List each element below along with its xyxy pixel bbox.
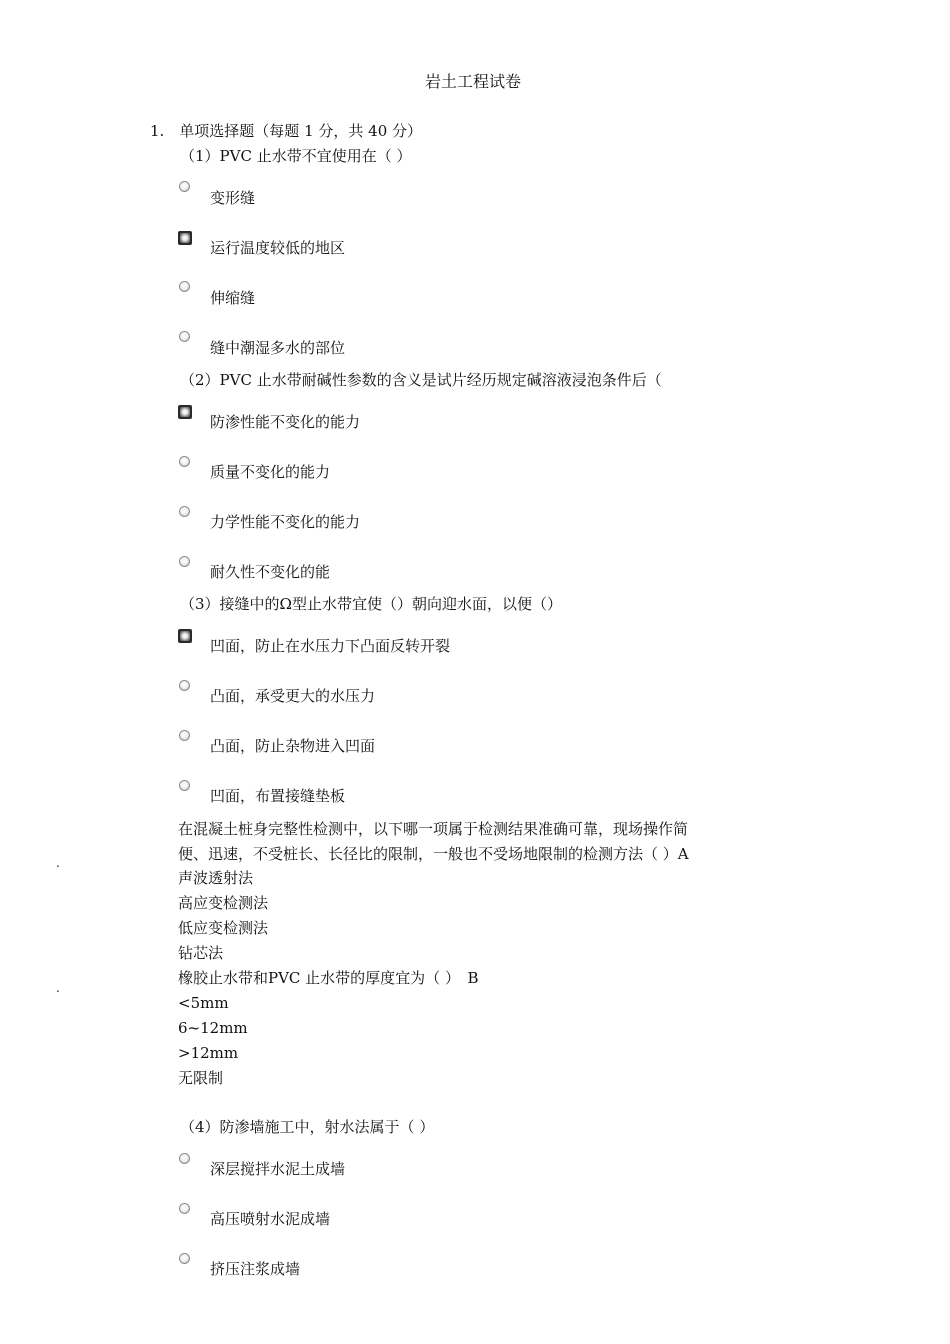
q2-option-3-radio[interactable]: [179, 506, 190, 517]
q1-option-1-radio[interactable]: [179, 181, 190, 192]
q3-option-1-radio[interactable]: [178, 629, 192, 643]
q4-option-1-label: 深层搅拌水泥土成墙: [210, 1160, 346, 1178]
extra-question-1-stem-line1: 在混凝土桩身完整性检测中，以下哪一项属于检测结果准确可靠，现场操作简: [178, 820, 689, 838]
extra2-option-3: >12mm: [178, 1044, 239, 1062]
margin-dot: .: [56, 856, 60, 870]
q1-option-3-label: 伸缩缝: [210, 289, 256, 307]
q1-option-4-label: 缝中潮湿多水的部位: [210, 339, 346, 357]
q1-option-4-radio[interactable]: [179, 331, 190, 342]
q2-option-4-label: 耐久性不变化的能: [210, 563, 331, 581]
q4-option-3-label: 挤压注浆成墙: [210, 1260, 301, 1278]
q1-option-1-label: 变形缝: [210, 189, 256, 207]
extra-question-1-stem-line2: 便、迅速，不受桩长、长径比的限制，一般也不受场地限制的检测方法（ ）A: [178, 845, 689, 863]
extra1-option-2: 高应变检测法: [178, 894, 269, 912]
q4-option-2-label: 高压喷射水泥成墙: [210, 1210, 331, 1228]
q3-option-4-label: 凹面，布置接缝垫板: [210, 787, 346, 805]
q3-option-3-label: 凸面，防止杂物进入凹面: [210, 737, 376, 755]
q2-option-1-label: 防渗性能不变化的能力: [210, 413, 361, 431]
question-1-stem: （1）PVC 止水带不宜使用在（ ）: [180, 147, 412, 165]
q1-option-2-label: 运行温度较低的地区: [210, 239, 346, 257]
extra-question-2-stem: 橡胶止水带和PVC 止水带的厚度宜为（ ） B: [178, 969, 479, 987]
extra2-option-4: 无限制: [178, 1069, 224, 1087]
q3-option-1-label: 凹面，防止在水压力下凸面反转开裂: [210, 637, 451, 655]
q1-option-2-radio[interactable]: [178, 231, 192, 245]
q2-option-2-label: 质量不变化的能力: [210, 463, 331, 481]
q4-option-2-radio[interactable]: [179, 1203, 190, 1214]
q3-option-2-radio[interactable]: [179, 680, 190, 691]
q3-option-4-radio[interactable]: [179, 780, 190, 791]
q4-option-1-radio[interactable]: [179, 1153, 190, 1164]
q4-option-3-radio[interactable]: [179, 1253, 190, 1264]
section-heading: 1. 单项选择题（每题 1 分，共 40 分）: [150, 122, 423, 140]
q2-option-1-radio[interactable]: [178, 405, 192, 419]
extra2-option-1: <5mm: [178, 994, 229, 1012]
margin-dot: .: [56, 981, 60, 995]
q3-option-2-label: 凸面，承受更大的水压力: [210, 687, 376, 705]
q1-option-3-radio[interactable]: [179, 281, 190, 292]
question-2-stem: （2）PVC 止水带耐碱性参数的含义是试片经历规定碱溶液浸泡条件后（: [180, 371, 662, 389]
q2-option-4-radio[interactable]: [179, 556, 190, 567]
page-title: 岩土工程试卷: [425, 72, 522, 91]
q2-option-3-label: 力学性能不变化的能力: [210, 513, 361, 531]
extra2-option-2: 6~12mm: [178, 1019, 248, 1037]
q2-option-2-radio[interactable]: [179, 456, 190, 467]
extra1-option-4: 钻芯法: [178, 944, 224, 962]
question-4-stem: （4）防渗墙施工中，射水法属于（ ）: [180, 1118, 435, 1136]
extra1-option-1: 声波透射法: [178, 869, 254, 887]
question-3-stem: （3）接缝中的Ω型止水带宜使（）朝向迎水面，以便（）: [180, 595, 562, 613]
q3-option-3-radio[interactable]: [179, 730, 190, 741]
extra1-option-3: 低应变检测法: [178, 919, 269, 937]
